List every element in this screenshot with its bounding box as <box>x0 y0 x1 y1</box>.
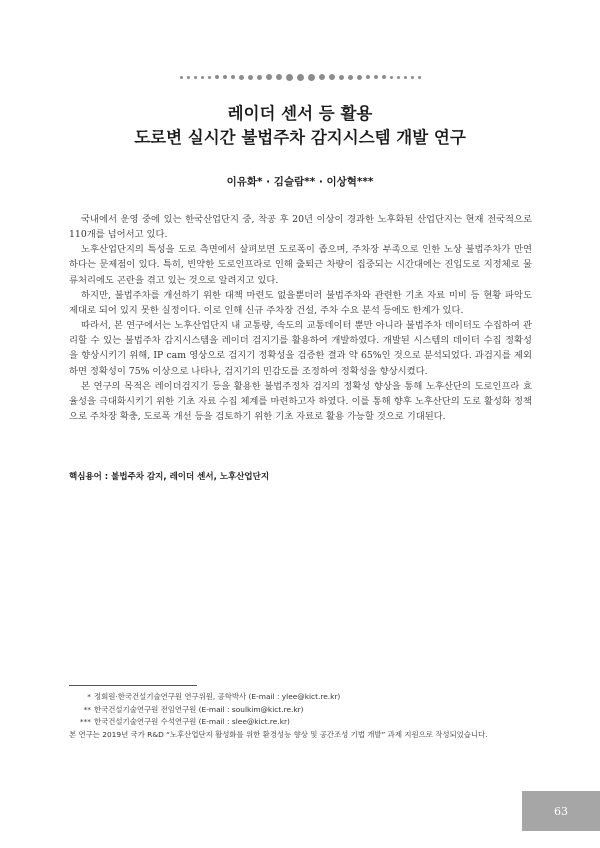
decorative-dot-row <box>0 72 600 82</box>
abstract-paragraph: 하지만, 불법주차를 개선하기 위한 대책 마련도 없을뿐더러 불법주차와 관련한 기초 자료 미비 등 현황 파악도 제대로 되어 있지 못한 실정이다. 이로 인해 신규 주차장 건설, 주차 수요 분석 등에도 한계가 있다. <box>69 289 532 316</box>
decorative-dot <box>348 75 353 80</box>
decorative-dot <box>187 76 190 79</box>
funding-note: 본 연구는 2019년 국가 R&D “노후산업단지 활성화를 위한 환경성능 향상 및 공간조성 기법 개발” 과제 지원으로 작성되었습니다. <box>69 729 488 739</box>
footnote-item <box>69 704 549 717</box>
decorative-dot <box>248 75 253 80</box>
decorative-dot <box>266 74 272 80</box>
decorative-dot <box>231 75 235 79</box>
decorative-dot <box>390 76 393 79</box>
abstract-paragraph: 국내에서 운영 중에 있는 한국산업단지 중, 착공 후 20년 이상이 경과한 노후화된 산업단지는 현재 전국적으로 110개를 넘어서고 있다. <box>69 214 532 241</box>
footnote-mark: * <box>87 692 91 701</box>
decorative-dot <box>208 76 211 79</box>
decorative-dot <box>297 74 304 81</box>
page-number-box <box>522 791 600 831</box>
footnotes <box>69 691 549 741</box>
keywords: 핵심용어 : 불법주차 감지, 레이더 센서, 노후산업단지 <box>69 472 270 482</box>
footnote-item <box>69 716 549 729</box>
footnote-text: 한국건설기술연구원 전임연구원 (E-mail : soulkim@kict.re.kr) <box>94 704 304 714</box>
decorative-dot <box>319 74 325 80</box>
decorative-dot <box>329 74 335 80</box>
decorative-dot <box>286 74 293 81</box>
decorative-dot <box>257 75 262 80</box>
decorative-dot <box>366 75 370 79</box>
footnote-text: 정회원·한국건설기술연구원 연구위원, 공학박사 (E-mail : ylee@kict.re.kr) <box>94 692 341 701</box>
abstract-paragraph: 본 연구의 목적은 레이더검지기 등을 활용한 불법주정차 검지의 정확성 향상을 통해 노후산단의 도로인프라 효율성을 극대화시키기 위한 기초 자료 수집 체계를 마련하고자 하였다. 이를 통해 향후 노후산단의 도로 활성화 정책으로 주차장 확충, 도로폭 개선 등을 검토하기 위한 기초 자료로 활용 가능할 것으로 기대된다. <box>69 380 532 423</box>
paper-title-line-1: 레이더 센서 등 활용 <box>227 104 373 123</box>
footnote-divider <box>69 685 197 686</box>
decorative-dot <box>374 75 378 79</box>
decorative-dot <box>404 76 407 79</box>
decorative-dot <box>239 75 244 80</box>
abstract-paragraph: 노후산업단지의 특성을 도로 측면에서 살펴보면 도로폭이 좁으며, 주차장 부족으로 인한 노상 불법주차가 만연하다는 문제점이 있다. 특히, 빈약한 도로인프라로 인해 출퇴근 차량이 집중되는 시간대에는 진입도로 지정체로 물류처리에도 곤란을 겪고 있는 것으로 알려지고 있다. <box>69 244 532 286</box>
decorative-dot <box>308 74 315 81</box>
abstract <box>69 212 532 424</box>
abstract-paragraph: 따라서, 본 연구에서는 노후산업단지 내 교통량, 속도의 교통데이터 뿐만 아니라 불법주차 데이터도 수집하여 관리할 수 있는 불법주차 감지시스템을 레이더 검지기를 활용하여 개발하였다. 개발된 시스템의 데이터 수집 정확성을 향상시키기 위해, IP cam 영상으로 검지기 정확성을 검증한 결과 약 65%인 것으로 분석되었다. 과검지를 제외하면 정확성이 75% 이상으로 나타나, 검지기의 민감도를 조정하여 정확성을 향상시켰다. <box>69 320 532 377</box>
decorative-dot <box>194 76 197 79</box>
footnote-mark: *** <box>79 717 91 726</box>
footnote-item <box>69 691 549 704</box>
decorative-dot <box>276 74 282 80</box>
decorative-dot <box>357 75 362 80</box>
decorative-dot <box>418 76 421 79</box>
decorative-dot <box>201 76 204 79</box>
decorative-dot <box>215 75 219 79</box>
decorative-dot <box>382 75 386 79</box>
footnote-text: 한국건설기술연구원 수석연구원 (E-mail : slee@kict.re.kr) <box>94 717 290 726</box>
decorative-dot <box>223 75 227 79</box>
footnote-mark: ** <box>83 704 91 714</box>
decorative-dot <box>180 76 183 79</box>
decorative-dot <box>339 75 344 80</box>
decorative-dot <box>397 76 400 79</box>
paper-title-line-2: 도로변 실시간 불법주차 감지시스템 개발 연구 <box>134 128 466 147</box>
decorative-dot <box>411 76 414 79</box>
page-number: 63 <box>554 804 568 818</box>
author-list: 이유화* · 김슬람** · 이상혁*** <box>226 176 374 188</box>
